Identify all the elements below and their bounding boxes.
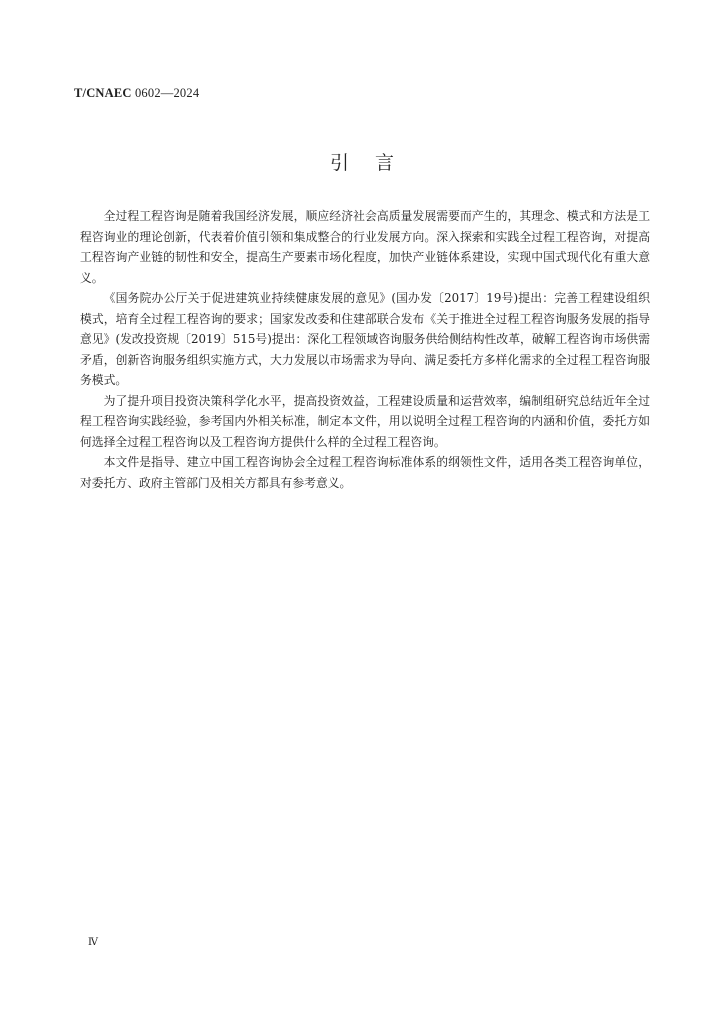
- paragraph-4: 本文件是指导、建立中国工程咨询协会全过程工程咨询标准体系的纲领性文件，适用各类工程咨询单位，对委托方、政府主管部门及相关方都具有参考意义。: [80, 455, 650, 490]
- section-title: 引言: [329, 152, 420, 174]
- paragraph-3: 为了提升项目投资决策科学化水平，提高投资效益，工程建设质量和运营效率，编制组研究总结近年全过程工程咨询实践经验，参考国内外相关标准，制定本文件，用以说明全过程工程咨询的内涵和价值，委托方如何选择全过程工程咨询以及工程咨询方提供什么样的全过程工程咨询。: [80, 393, 650, 449]
- standard-code-prefix: T/CNAEC: [74, 86, 132, 100]
- paragraph-2: 《国务院办公厅关于促进建筑业持续健康发展的意见》(国办发〔2017〕19号)提出：完善工程建设组织模式，培育全过程工程咨询的要求；国家发改委和住建部联合发布《关于推进全过程工程咨询服务发展的指导意见》(发改投资规〔2019〕515号)提出：深化工程领域咨询服务供给侧结构性改革，破解工程咨询市场供需矛盾，创新咨询服务组织实施方式，大力发展以市场需求为导向、满足委托方多样化需求的全过程工程咨询服务模式。: [80, 291, 650, 387]
- standard-code-number: 0602—2024: [134, 86, 200, 100]
- page-number: Ⅳ: [88, 937, 98, 948]
- introduction-body: [80, 206, 650, 493]
- paragraph-1: 全过程工程咨询是随着我国经济发展，顺应经济社会高质量发展需要而产生的，其理念、模式和方法是工程咨询业的理论创新，代表着价值引领和集成整合的行业发展方向。深入探索和实践全过程工程咨询，对提高工程咨询产业链的韧性和安全，提高生产要素市场化程度，加快产业链体系建设，实现中国式现代化有重大意义。: [80, 209, 650, 285]
- standard-code: [74, 86, 199, 101]
